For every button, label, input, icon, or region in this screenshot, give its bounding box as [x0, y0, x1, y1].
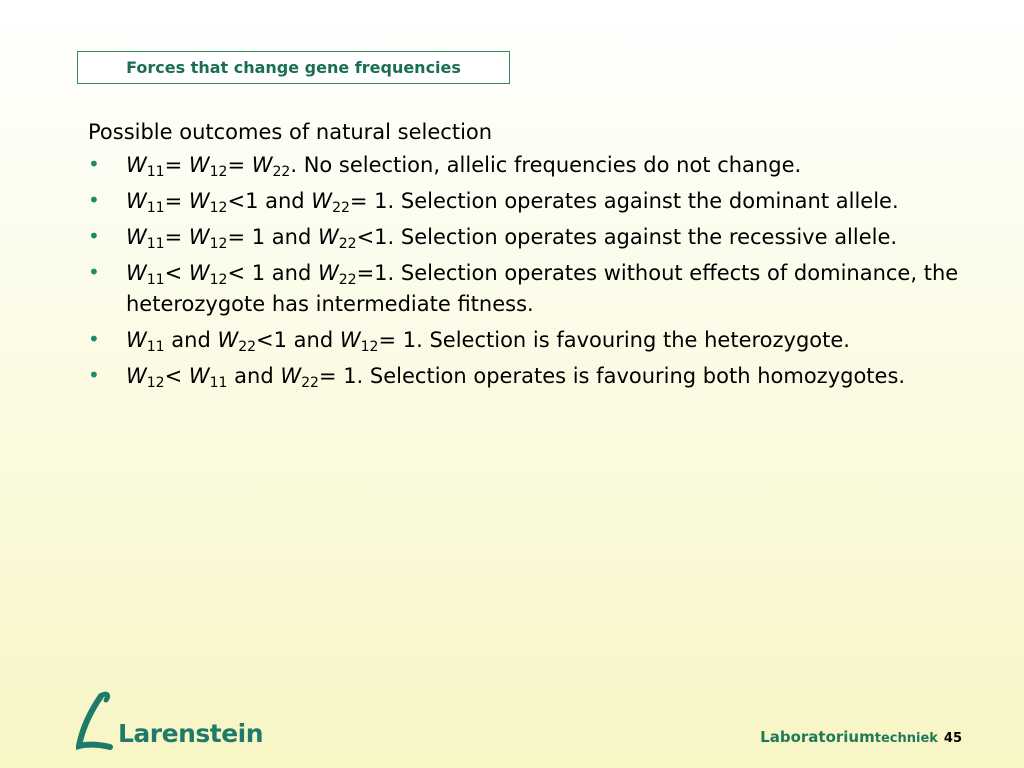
fitness-subscript: 12	[146, 375, 165, 391]
bullet-text: <1 and	[227, 189, 312, 213]
fitness-symbol: W	[188, 225, 210, 249]
fitness-subscript: 11	[209, 375, 228, 391]
fitness-subscript: 12	[209, 164, 228, 180]
bullet-item	[88, 150, 988, 181]
bullet-text: =	[164, 153, 189, 177]
fitness-symbol: W	[126, 364, 147, 388]
fitness-symbol: W	[188, 153, 210, 177]
bullet-text: =	[164, 225, 189, 249]
bullet-text: = 1 and	[227, 225, 318, 249]
fitness-symbol: W	[280, 364, 302, 388]
fitness-subscript: 22	[332, 200, 350, 216]
fitness-symbol: W	[317, 225, 339, 249]
slide-title: Forces that change gene frequencies	[126, 58, 461, 77]
bullet-dot-icon: •	[88, 260, 100, 284]
bullet-item	[88, 186, 988, 217]
fitness-subscript: 11	[146, 236, 165, 252]
bullet-text: <1. Selection operates against the recessive allele.	[356, 225, 898, 249]
intro-text: Possible outcomes of natural selection	[88, 120, 493, 144]
page-number: 45	[943, 731, 962, 746]
fitness-symbol: W	[126, 261, 147, 285]
fitness-symbol: W	[188, 364, 210, 388]
bullet-text: =	[164, 189, 189, 213]
bullet-text: = 1. Selection is favouring the heterozygote.	[378, 328, 850, 352]
bullet-dot-icon: •	[88, 152, 100, 176]
bullet-text: <	[164, 364, 189, 388]
bullet-dot-icon: •	[88, 327, 100, 351]
bullet-text: and	[164, 328, 218, 352]
fitness-symbol: W	[217, 328, 239, 352]
fitness-symbol: W	[188, 189, 210, 213]
bullet-text: and	[227, 364, 281, 388]
fitness-subscript: 22	[272, 164, 291, 180]
bullet-item	[88, 325, 988, 356]
bullet-item	[88, 258, 988, 320]
fitness-subscript: 12	[209, 272, 228, 288]
fitness-symbol: W	[311, 189, 333, 213]
fitness-subscript: 12	[209, 200, 228, 216]
bullet-text: = 1. Selection operates is favouring both homozygotes.	[318, 364, 906, 388]
fitness-subscript: 11	[146, 164, 165, 180]
footer-sub: techniek	[874, 731, 938, 746]
fitness-symbol: W	[126, 189, 147, 213]
bullet-item	[88, 361, 988, 392]
fitness-subscript: 11	[146, 200, 165, 216]
bullet-dot-icon: •	[88, 188, 100, 212]
bullet-dot-icon: •	[88, 224, 100, 248]
bullet-text: <1 and	[256, 328, 340, 352]
bullet-text: < 1 and	[227, 261, 318, 285]
bullet-text: <	[164, 261, 189, 285]
logo-text: Larenstein	[118, 719, 264, 748]
slide-content	[88, 116, 988, 397]
footer-main: Laboratorium	[760, 728, 875, 746]
fitness-symbol: W	[317, 261, 339, 285]
slide-title-box	[77, 51, 510, 84]
bullet-item	[88, 222, 988, 253]
fitness-subscript: 22	[338, 236, 357, 252]
fitness-subscript: 12	[360, 339, 379, 355]
bullet-text: =	[227, 153, 252, 177]
fitness-subscript: 11	[146, 339, 165, 355]
fitness-subscript: 11	[146, 272, 165, 288]
bullet-list	[88, 150, 988, 392]
fitness-symbol: W	[188, 261, 210, 285]
fitness-subscript: 22	[338, 272, 357, 288]
bullet-dot-icon: •	[88, 363, 100, 387]
bullet-text: . No selection, allelic frequencies do not change.	[290, 153, 802, 177]
bullet-text: = 1. Selection operates against the dominant allele.	[349, 189, 899, 213]
fitness-symbol: W	[126, 153, 147, 177]
fitness-subscript: 12	[209, 236, 228, 252]
footer	[760, 727, 962, 746]
bullet-text: =1. Selection operates without effects of dominance, the heterozygote has intermediate fitness.	[126, 261, 959, 316]
fitness-symbol: W	[251, 153, 273, 177]
fitness-symbol: W	[126, 225, 147, 249]
fitness-symbol: W	[126, 328, 147, 352]
fitness-subscript: 22	[301, 375, 319, 391]
fitness-symbol: W	[339, 328, 361, 352]
fitness-subscript: 22	[238, 339, 257, 355]
